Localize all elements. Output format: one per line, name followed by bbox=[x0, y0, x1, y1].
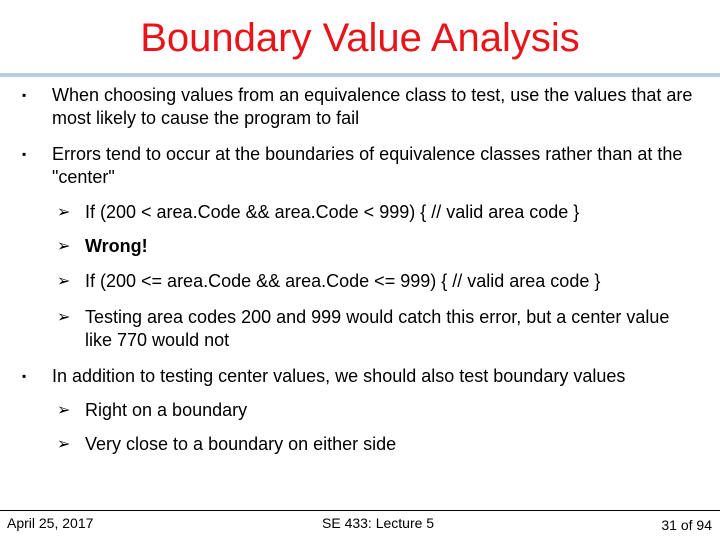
sub-bullet-item bbox=[57, 433, 700, 456]
square-bullet-icon: ▪ bbox=[22, 88, 27, 102]
square-bullet-icon: ▪ bbox=[22, 369, 27, 383]
sub-bullet-item bbox=[57, 270, 700, 293]
sub-bullet-text: If (200 <= area.Code && area.Code <= 999) { // valid area code } bbox=[85, 271, 601, 291]
sub-bullet-item bbox=[57, 399, 700, 422]
bullet-text: Errors tend to occur at the boundaries of equivalence classes rather than at the "center" bbox=[52, 144, 683, 187]
arrow-bullet-icon: ➢ bbox=[57, 204, 71, 221]
sub-bullet-item bbox=[57, 306, 700, 352]
sub-bullet-item bbox=[57, 201, 700, 224]
arrow-bullet-icon: ➢ bbox=[57, 238, 71, 255]
sub-bullet-text: Testing area codes 200 and 999 would catch this error, but a center value like 770 would not bbox=[85, 307, 670, 350]
footer-date: April 25, 2017 bbox=[7, 515, 94, 531]
sub-bullet-text: Very close to a boundary on either side bbox=[85, 434, 397, 454]
arrow-bullet-icon: ➢ bbox=[57, 309, 71, 326]
bullet-item bbox=[22, 143, 700, 189]
footer-course: SE 433: Lecture 5 bbox=[322, 515, 435, 531]
sub-bullet-text: Wrong! bbox=[85, 236, 148, 256]
arrow-bullet-icon: ➢ bbox=[57, 273, 71, 290]
arrow-bullet-icon: ➢ bbox=[57, 402, 71, 419]
bullet-item bbox=[22, 365, 700, 388]
square-bullet-icon: ▪ bbox=[22, 147, 27, 161]
bullet-item bbox=[22, 84, 700, 130]
footer-divider bbox=[0, 510, 720, 511]
slide-number: 31 of 94 bbox=[661, 517, 712, 533]
sub-bullet-text: Right on a boundary bbox=[85, 400, 248, 420]
sub-bullet-text: If (200 < area.Code && area.Code < 999) { // valid area code } bbox=[85, 202, 580, 222]
bullet-text: When choosing values from an equivalence class to test, use the values that are most likely to cause the program to fail bbox=[52, 85, 693, 128]
bullet-text: In addition to testing center values, we should also test boundary values bbox=[52, 366, 626, 386]
slide-title: Boundary Value Analysis bbox=[140, 16, 580, 60]
arrow-bullet-icon: ➢ bbox=[57, 436, 71, 453]
title-divider bbox=[0, 73, 720, 77]
sub-bullet-item bbox=[57, 235, 700, 258]
